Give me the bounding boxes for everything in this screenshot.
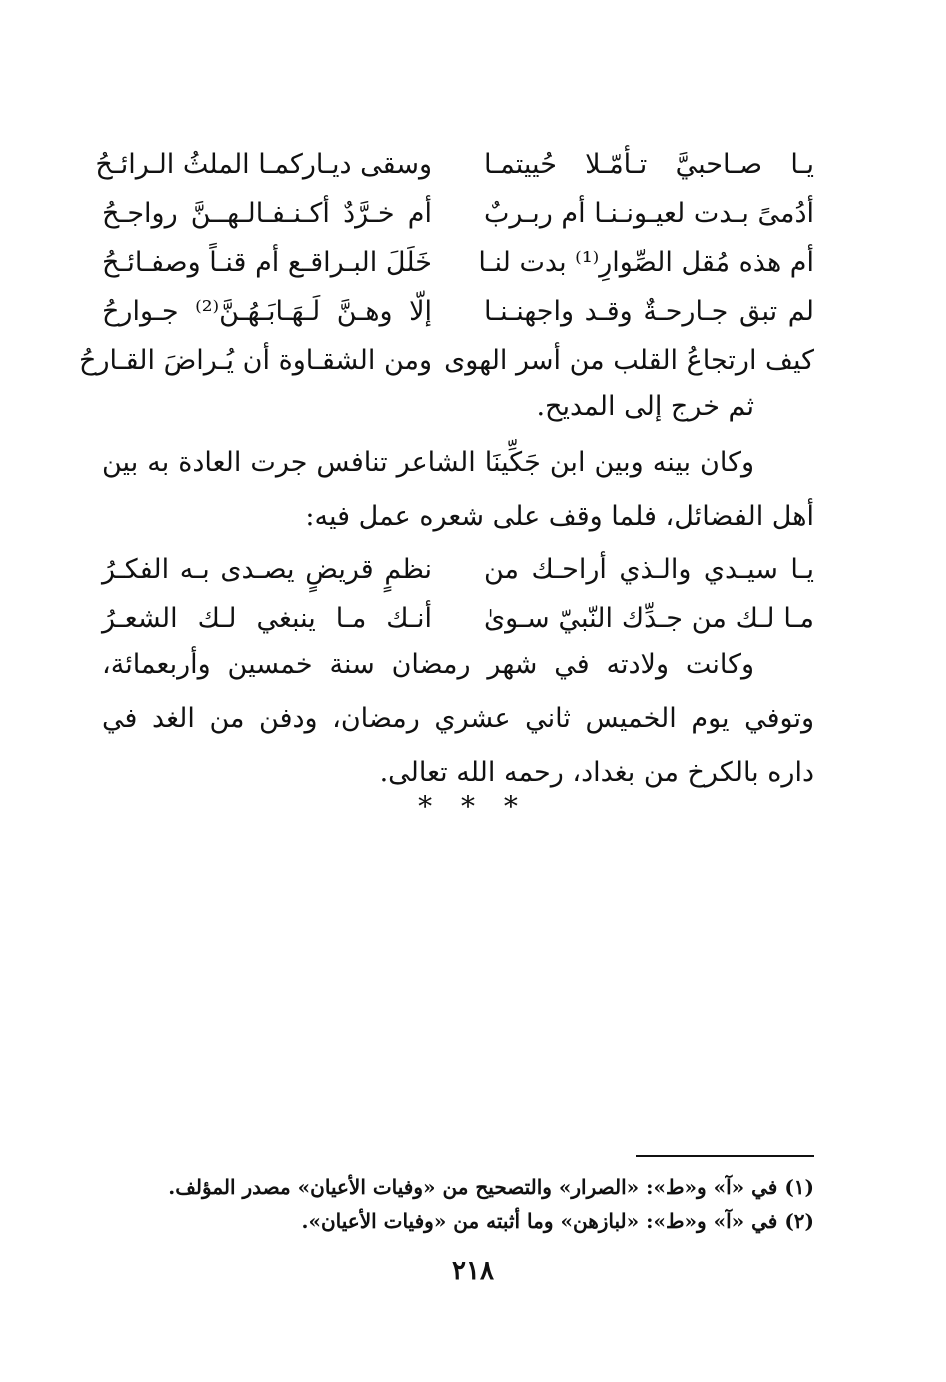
paragraph-block-2 [102,638,814,800]
footnote-item: (١) في «آ» و«ط»: «الصرار» والتصحيح من «وفيات الأعيان» مصدر المؤلف. [168,1175,814,1199]
verse-first-hemistich: مـا لـك من جـدِّك النّبيّ سـوىٰ [484,603,814,634]
paragraph-text: وكان بينه وبين ابن جَكِّينَا الشاعر تنافس جرت العادة به بين أهل الفضائل، فلما وقف على شعره عمل فيه: [102,447,814,532]
poem-block-2 [102,545,814,643]
verse-first-hemistich: كيف ارتجاعُ القلب من أسر الهوى [444,345,814,376]
paragraph-block-1 [102,436,814,544]
verse-first-hemistich: لم تبق جـارحـةٌ وقـد واجهنـنـا [484,296,814,327]
page-number: ٢١٨ [452,1256,494,1286]
verse-second-hemistich: إلّا وهـنَّ لَـهَـابَـهُـنَّ⁽²⁾ جـوارحُ [102,296,432,327]
verse-line [102,189,814,238]
transition-text-block [102,380,814,434]
verse-second-hemistich: خَلَلَ البـراقـع أم قنـاً وصفـائـحُ [102,247,432,278]
transition-line: ثم خرج إلى المديح. [536,391,754,422]
verse-first-hemistich: أدُمىً بـدت لعيـونـنـا أم ربـربٌ [484,198,814,229]
verse-first-hemistich: يـا سيـدي والـذي أراحـك من [484,554,814,585]
verse-second-hemistich: نظمٍ قريضٍ يصـدى بـه الفكـرُ [102,554,432,585]
verse-first-hemistich: يـا صـاحبيَّ تـأمّـلا حُييتمـا [484,149,814,180]
section-separator: * * * [418,790,528,823]
footnote-item: (٢) في «آ» و«ط»: «لبازهن» وما أثبته من «وفيات الأعيان». [301,1209,814,1233]
verse-line [95,140,814,189]
verse-line [102,287,814,336]
verse-second-hemistich: أنـك مـا ينبغي لـك الشعـرُ [102,603,432,634]
verse-first-hemistich: أم هذه مُقل الصِّوارِ⁽¹⁾ بدت لنـا [478,247,814,278]
verse-second-hemistich: وسقى ديـاركمـا الملثُ الـرائـحُ [95,149,432,180]
verse-line [102,238,814,287]
footnotes [102,1170,814,1238]
paragraph-text: وكانت ولادته في شهر رمضان سنة خمسين وأربعمائة، وتوفي يوم الخميس ثاني عشري رمضان، ودفن من الغد في داره بالكرخ من بغداد، رحمه الله تعالى. [102,649,814,788]
footnote-rule [636,1155,814,1157]
verse-line [102,594,814,643]
verse-line [102,545,814,594]
verse-line [79,336,814,385]
poem-block-1 [79,140,814,385]
verse-second-hemistich: ومن الشقـاوة أن يُـراضَ القـارحُ [79,345,432,376]
verse-second-hemistich: أم خـرَّدٌ أكـنـفـالـهــنَّ رواجـحُ [102,198,432,229]
